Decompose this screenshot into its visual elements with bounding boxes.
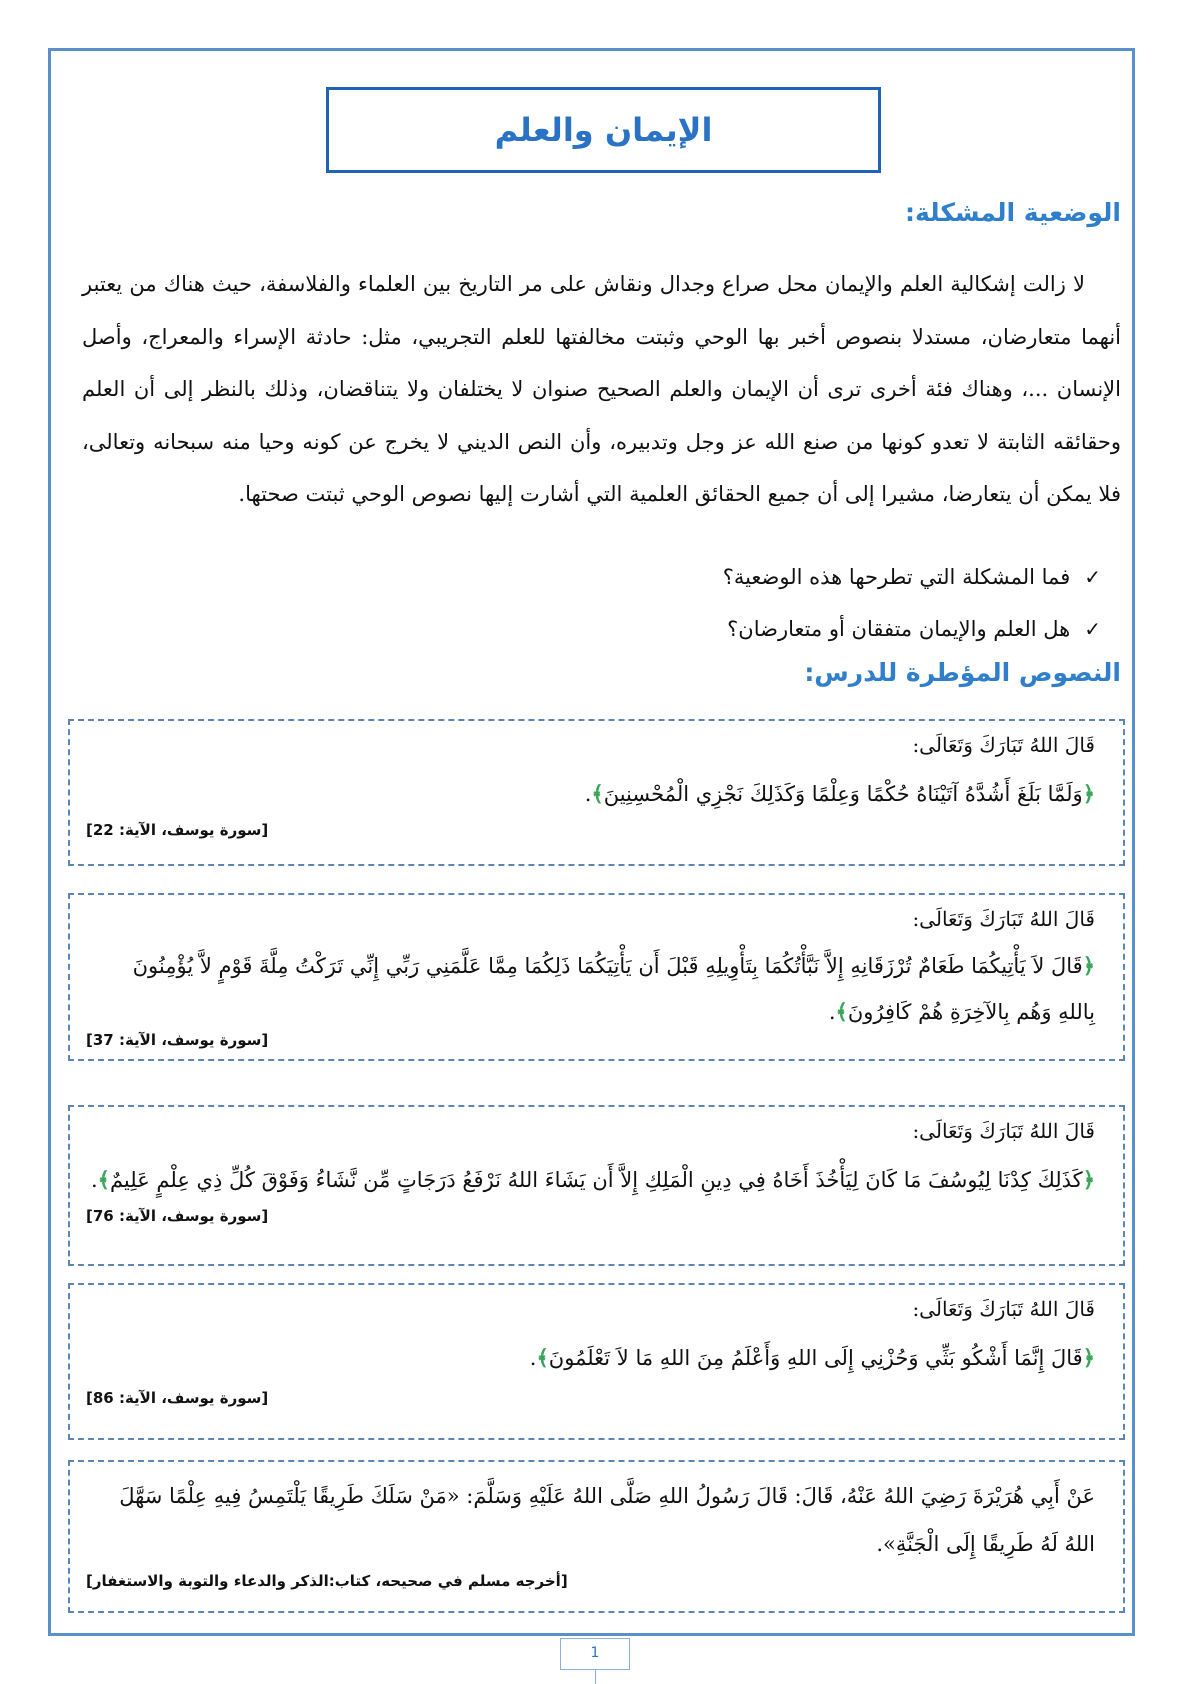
bracket-close: ﴾ bbox=[536, 1345, 549, 1370]
verse-box bbox=[68, 893, 1125, 1061]
verse-text bbox=[90, 943, 1095, 1035]
bracket-open: ﴿ bbox=[1082, 781, 1095, 806]
page-number: 1 bbox=[560, 1638, 630, 1670]
verse-end: . bbox=[584, 782, 592, 806]
checkmark-icon: ✓ bbox=[1084, 617, 1101, 641]
question-text: هل العلم والإيمان متفقان أو متعارضان؟ bbox=[727, 617, 1071, 641]
bracket-open: ﴿ bbox=[1082, 1167, 1095, 1192]
verse-reference: [سورة يوسف، الآية: 37] bbox=[86, 1031, 269, 1049]
texts-heading: النصوص المؤطرة للدرس: bbox=[804, 658, 1121, 687]
verse-end: . bbox=[828, 1000, 836, 1024]
verse-reference: [سورة يوسف، الآية: 76] bbox=[86, 1207, 269, 1225]
title-box bbox=[326, 87, 881, 173]
verse-end: . bbox=[529, 1346, 537, 1370]
hadith-box bbox=[68, 1460, 1125, 1613]
verse-box bbox=[68, 719, 1125, 866]
situation-heading: الوضعية المشكلة: bbox=[904, 198, 1121, 227]
page-number-line bbox=[595, 1670, 596, 1684]
verse-box bbox=[68, 1105, 1125, 1266]
verse-content: قَالَ لاَ يَأْتِيكُمَا طَعَامٌ تُرْزَقَانِهِ إِلاَّ نَبَّأْتُكُمَا بِتَأْوِيلِهِ قَبْلَ أَن يَأْتِيَكُمَا ذَلِكُمَا مِمَّا عَلَّمَنِي رَبِّي إِنِّي تَرَكْتُ مِلَّةَ قَوْمٍ لاَّ يُؤْمِنُونَ بِاللهِ وَهُم بِالآخِرَةِ هُمْ كَافِرُونَ bbox=[132, 954, 1095, 1024]
page-title: الإيمان والعلم bbox=[494, 111, 713, 149]
verse-intro: قَالَ اللهُ تَبَارَكَ وَتَعَالَى: bbox=[912, 1119, 1095, 1143]
verse-content: قَالَ إِنَّمَا أَشْكُو بَثِّي وَحُزْنِي إِلَى اللهِ وَأَعْلَمُ مِنَ اللهِ مَا لاَ تَعْلَمُونَ bbox=[548, 1346, 1083, 1370]
verse-reference: [سورة يوسف، الآية: 86] bbox=[86, 1389, 269, 1407]
situation-paragraph bbox=[82, 258, 1121, 521]
verse-box bbox=[68, 1283, 1125, 1440]
questions-list bbox=[723, 551, 1101, 655]
question-item bbox=[723, 551, 1101, 603]
verse-text bbox=[90, 771, 1095, 817]
verse-text bbox=[90, 1157, 1095, 1203]
verse-intro: قَالَ اللهُ تَبَارَكَ وَتَعَالَى: bbox=[912, 907, 1095, 931]
question-item bbox=[723, 603, 1101, 655]
bracket-open: ﴿ bbox=[1082, 953, 1095, 978]
verse-text bbox=[90, 1335, 1095, 1381]
verse-content: وَلَمَّا بَلَغَ أَشُدَّهُ آتَيْنَاهُ حُكْمًا وَعِلْمًا وَكَذَلِكَ نَجْزِي الْمُحْسِنِينَ bbox=[603, 782, 1083, 806]
verse-intro: قَالَ اللهُ تَبَارَكَ وَتَعَالَى: bbox=[912, 1297, 1095, 1321]
bracket-close: ﴾ bbox=[97, 1167, 110, 1192]
hadith-text: عَنْ أَبِي هُرَيْرَةَ رَضِيَ اللهُ عَنْهُ، قَالَ: قَالَ رَسُولُ اللهِ صَلَّى اللهُ عَلَيْهِ وَسَلَّمَ: «مَنْ سَلَكَ طَرِيقًا يَلْتَمِسُ فِيهِ عِلْمًا سَهَّلَ اللهُ لَهُ طَرِيقًا إِلَى الْجَنَّةِ». bbox=[119, 1484, 1095, 1556]
bracket-close: ﴾ bbox=[835, 999, 848, 1024]
bracket-open: ﴿ bbox=[1082, 1345, 1095, 1370]
situation-text: لا زالت إشكالية العلم والإيمان محل صراع وجدال ونقاش على مر التاريخ بين العلماء والفلاسفة، حيث هناك من يعتبر أنهما متعارضان، مستدلا بنصوص أخبر بها الوحي وثبتت مخالفتها للعلم التجريبي، مثل: حادثة الإسراء والمعراج، وأصل الإنسان ...، وهناك فئة أخرى ترى أن الإيمان والعلم الصحيح صنوان لا يختلفان ولا يتناقضان، وذلك بالنظر إلى أن العلم وحقائقه الثابتة لا تعدو كونها من صنع الله عز وجل وتدبيره، وأن النص الديني لا يخرج عن كونه وحيا منه سبحانه وتعالى، فلا يمكن أن يتعارضا، مشيرا إلى أن جميع الحقائق العلمية التي أشارت إليها نصوص الوحي ثبتت صحتها. bbox=[82, 272, 1122, 506]
verse-content: كَذَلِكَ كِدْنَا لِيُوسُفَ مَا كَانَ لِيَأْخُذَ أَخَاهُ فِي دِينِ الْمَلِكِ إِلاَّ أَن يَشَاءَ اللهُ نَرْفَعُ دَرَجَاتٍ مِّن نَّشَاءُ وَفَوْقَ كُلِّ ذِي عِلْمٍ عَلِيمٌ bbox=[109, 1168, 1083, 1192]
checkmark-icon: ✓ bbox=[1084, 565, 1101, 589]
bracket-close: ﴾ bbox=[591, 781, 604, 806]
verse-intro: قَالَ اللهُ تَبَارَكَ وَتَعَالَى: bbox=[912, 733, 1095, 757]
question-text: فما المشكلة التي تطرحها هذه الوضعية؟ bbox=[722, 565, 1071, 589]
hadith-reference: [أخرجه مسلم في صحيحه، كتاب:الذكر والدعاء والتوبة والاستغفار] bbox=[86, 1572, 568, 1590]
verse-reference: [سورة يوسف، الآية: 22] bbox=[86, 821, 269, 839]
verse-end: . bbox=[90, 1168, 98, 1192]
